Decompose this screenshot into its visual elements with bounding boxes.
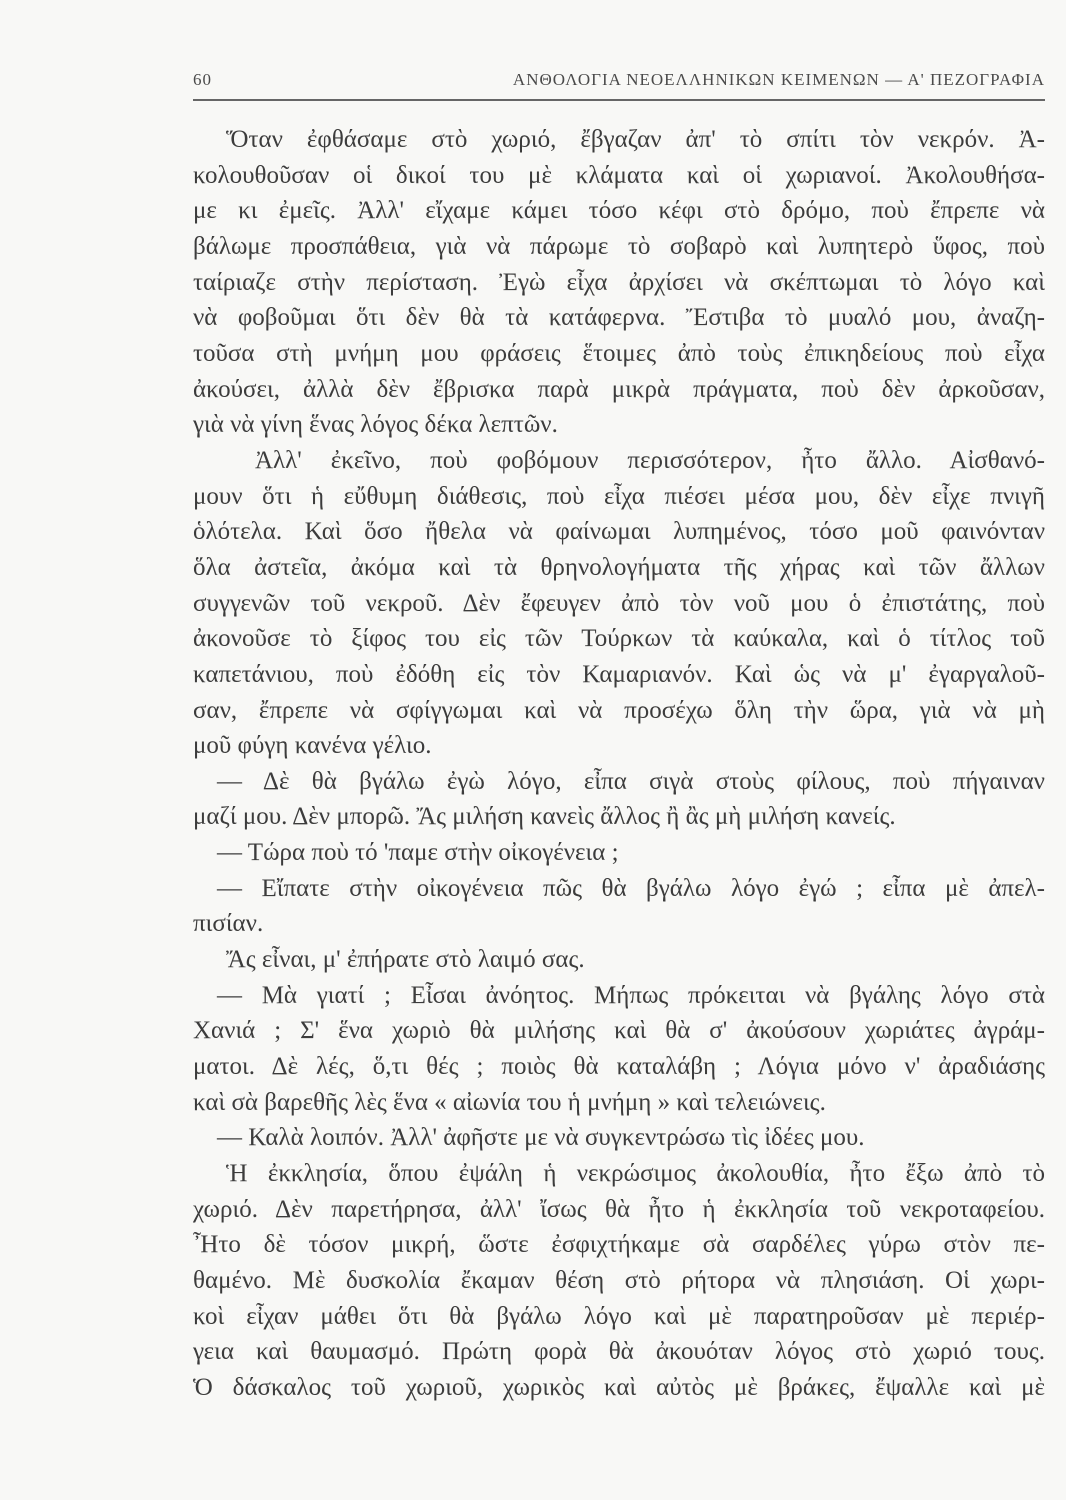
text-line: ματοι. Δὲ λές, ὅ,τι θές ; ποιὸς θὰ καταλάβη ; Λόγια μόνο ν' ἀραδιάσης bbox=[193, 1053, 1045, 1081]
text-line: Ἄς εἶναι, μ' ἐπήρατε στὸ λαιμό σας. bbox=[226, 946, 585, 974]
text-line: Ἦτο δὲ τόσον μικρή, ὥστε ἐσφιχτήκαμε σὰ σαρδέλες γύρω στὸν πε- bbox=[193, 1231, 1045, 1259]
running-header bbox=[193, 66, 1045, 94]
text-line: πισίαν. bbox=[193, 910, 264, 938]
text-line: Ὅταν ἐφθάσαμε στὸ χωριό, ἔβγαζαν ἀπ' τὸ σπίτι τὸν νεκρόν. Ἀ- bbox=[226, 126, 1045, 153]
text-line: ὅλα ἀστεῖα, ἀκόμα καὶ τὰ θρηνολογήματα τῆς χήρας καὶ τῶν ἄλλων bbox=[193, 553, 1045, 581]
text-line: καπετάνιου, ποὺ ἐδόθη εἰς τὸν Καμαριανόν. Καὶ ὡς νὰ μ' ἐγαργαλοῦ- bbox=[193, 660, 1045, 688]
text-line: μουν ὅτι ἡ εὔθυμη διάθεσις, ποὺ εἶχα πιέσει μέσα μου, δὲν εἶχε πνιγῆ bbox=[193, 482, 1045, 510]
dialogue-line: — Δὲ θὰ βγάλω ἐγὼ λόγο, εἶπα σιγὰ στοὺς φίλους, ποὺ πήγαιναν bbox=[217, 767, 1045, 795]
text-line: βάλωμε προσπάθεια, γιὰ νὰ πάρωμε τὸ σοβαρὸ καὶ λυπητερὸ ὕφος, ποὺ bbox=[193, 232, 1045, 260]
page-number: 60 bbox=[193, 70, 212, 89]
body-text bbox=[193, 122, 1045, 1406]
dialogue-line: — Εἴπατε στὴν οἰκογένεια πῶς θὰ βγάλω λόγο ἐγώ ; εἶπα μὲ ἀπελ- bbox=[217, 874, 1045, 902]
dialogue-line: — Μὰ γιατί ; Εἶσαι ἀνόητος. Μήπως πρόκειται νὰ βγάλης λόγο στὰ bbox=[217, 981, 1045, 1009]
text-line: μοῦ φύγη κανένα γέλιο. bbox=[193, 732, 432, 760]
text-line: ἀκούσει, ἀλλὰ δὲν ἔβρισκα παρὰ μικρὰ πράγματα, ποὺ δὲν ἀρκοῦσαν, bbox=[193, 375, 1045, 403]
text-line: καὶ σὰ βαρεθῆς λὲς ἕνα « αἰωνία του ἡ μνήμη » καὶ τελειώνεις. bbox=[193, 1088, 826, 1116]
text-line: σαν, ἔπρεπε νὰ σφίγγωμαι καὶ νὰ προσέχω ὅλη τὴν ὥρα, γιὰ νὰ μὴ bbox=[193, 696, 1045, 724]
text-line: γιὰ νὰ γίνη ἕνας λόγος δέκα λεπτῶν. bbox=[193, 411, 558, 439]
text-line: Χανιά ; Σ' ἕνα χωριὸ θὰ μιλήσης καὶ θὰ σ' ἀκούσουν χωριάτες ἀγράμ- bbox=[193, 1017, 1045, 1045]
text-line: τοῦσα στὴ μνήμη μου φράσεις ἕτοιμες ἀπὸ τοὺς ἐπικηδείους ποὺ εἶχα bbox=[193, 339, 1045, 367]
text-line: ταίριαζε στὴν περίσταση. Ἐγὼ εἶχα ἀρχίσει νὰ σκέπτωμαι τὸ λόγο καὶ bbox=[193, 268, 1045, 296]
text-line: γεια καὶ θαυμασμό. Πρώτη φορὰ θὰ ἀκουόταν λόγος στὸ χωριό τους. bbox=[193, 1338, 1045, 1366]
text-line: ὁλότελα. Καὶ ὅσο ἤθελα νὰ φαίνωμαι λυπημένος, τόσο μοῦ φαινόνταν bbox=[193, 518, 1045, 546]
dialogue-line: — Καλὰ λοιπόν. Ἀλλ' ἀφῆστε με νὰ συγκεντρώσω τὶς ἰδέες μου. bbox=[217, 1124, 865, 1152]
text-line: νὰ φοβοῦμαι ὅτι δὲν θὰ τὰ κατάφερνα. Ἔστιβα τὸ μυαλό μου, ἀναζη- bbox=[193, 304, 1045, 332]
text-line: ἀκονοῦσε τὸ ξίφος του εἰς τῶν Τούρκων τὰ καύκαλα, καὶ ὁ τίτλος τοῦ bbox=[193, 625, 1045, 653]
text-line: θαμένο. Μὲ δυσκολία ἔκαμαν θέση στὸ ρήτορα νὰ πλησιάση. Οἱ χωρι- bbox=[193, 1267, 1045, 1294]
text-line: Ἡ ἐκκλησία, ὅπου ἐψάλη ἡ νεκρώσιμος ἀκολουθία, ἦτο ἔξω ἀπὸ τὸ bbox=[226, 1160, 1045, 1188]
text-line: συγγενῶν τοῦ νεκροῦ. Δὲν ἔφευγεν ἀπὸ τὸν νοῦ μου ὁ ἐπιστάτης, ποὺ bbox=[193, 589, 1045, 617]
header-rule bbox=[193, 99, 1045, 101]
text-line: Ἀλλ' ἐκεῖνο, ποὺ φοβόμουν περισσότερον, ἦτο ἄλλο. Αἰσθανό- bbox=[255, 446, 1045, 474]
text-line: Ὁ δάσκαλος τοῦ χωριοῦ, χωρικὸς καὶ αὐτὸς μὲ βράκες, ἔψαλλε καὶ μὲ bbox=[193, 1373, 1045, 1401]
text-line: μαζί μου. Δὲν μπορῶ. Ἄς μιλήση κανεὶς ἄλλος ἢ ἂς μὴ μιλήση κανείς. bbox=[193, 803, 896, 831]
text-line: με κι ἐμεῖς. Ἀλλ' εἴχαμε κάμει τόσο κέφι στὸ δρόμο, ποὺ ἔπρεπε νὰ bbox=[193, 197, 1045, 225]
text-line: κολουθοῦσαν οἱ δικοί του μὲ κλάματα καὶ οἱ χωριανοί. Ἀκολουθήσα- bbox=[193, 161, 1045, 189]
running-title: ΑΝΘΟΛΟΓΙΑ ΝΕΟΕΛΛΗΝΙΚΩΝ ΚΕΙΜΕΝΩΝ — Α' ΠΕΖΟΓΡΑΦΙΑ bbox=[512, 70, 1045, 89]
text-line: χωριό. Δὲν παρετήρησα, ἀλλ' ἴσως θὰ ἦτο ἡ ἐκκλησία τοῦ νεκροταφείου. bbox=[193, 1195, 1045, 1223]
text-line: κοὶ εἶχαν μάθει ὅτι θὰ βγάλω λόγο καὶ μὲ παρατηροῦσαν μὲ περιέρ- bbox=[193, 1302, 1045, 1330]
dialogue-line: — Τώρα ποὺ τό 'παμε στὴν οἰκογένεια ; bbox=[217, 839, 619, 867]
